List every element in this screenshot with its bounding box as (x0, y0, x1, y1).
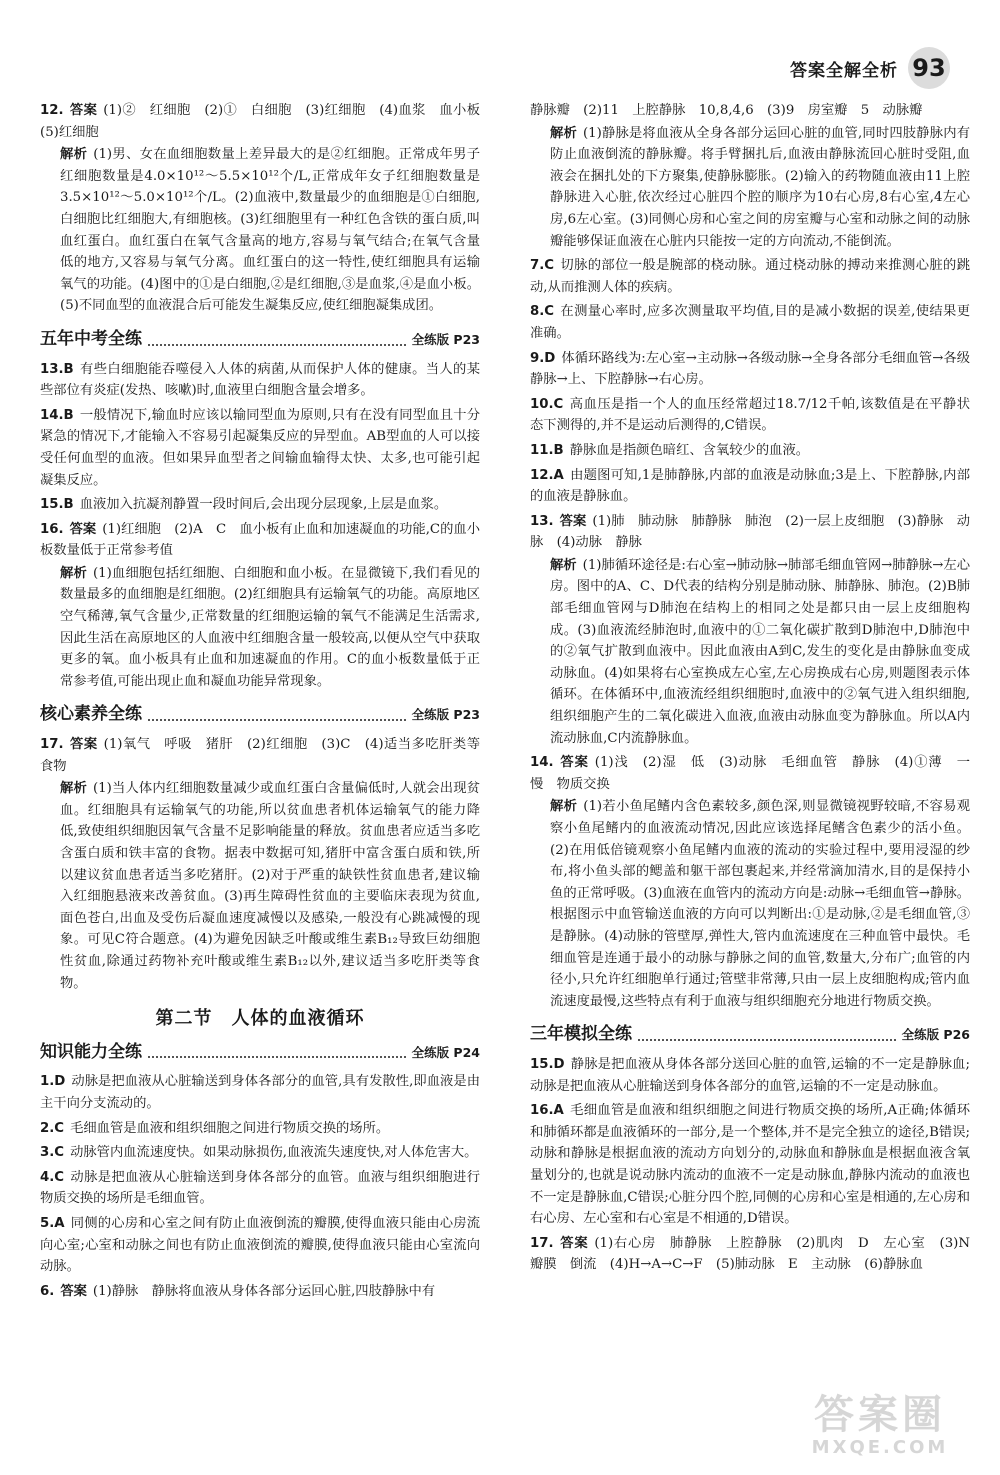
section-heading (40, 704, 480, 726)
answer-text: (1)浅 (2)湿 低 (3)动脉 毛细血管 静脉 (4)①薄 一 慢 物质交换 (530, 755, 984, 792)
answer-label: 答案 (559, 513, 587, 529)
item-number: 1.D (40, 1074, 66, 1090)
item-number: 10.C (530, 396, 564, 412)
answer-item-17 (40, 734, 480, 994)
section-title: 五年中考全练 (40, 328, 142, 349)
explanation (40, 563, 480, 693)
item-number: 15.D (530, 1056, 565, 1072)
explanation-text: (1)当人体内红细胞数量减少或血红蛋白含量偏低时,人就会出现贫血。红细胞具有运输氧气的功能,所以贫血患者机体运输氧气的能力降低,致使组织细胞因氧气含量不足影响能量的释放。贫血患者应适当多吃含蛋白质和铁丰富的食物。据表中数据可知,猪肝中富含蛋白质和铁,所以建议贫血患者适当多吃猪肝。(2)对于严重的缺铁性贫血患者,建议输入红细胞悬液来改善贫血。(3)再生障碍性贫血的主要临床表现为贫血,面色苍白,出血及受伤后凝血速度减慢以及感染,一般没有心跳减慢的现象。可见C符合题意。(4)为避免因缺乏叶酸或维生素B₁₂导致巨幼细胞性贫血,除通过药物补充叶酸或维生素B₁₂以外,建议适当多吃肝类等食物。 (60, 781, 481, 991)
answer-label: 答案 (559, 1235, 589, 1251)
section-ref: 全练版 P23 (411, 331, 480, 347)
item-text: 高血压是指一个人的血压经常超过18.7/12千帕,该数值是在平静状态下测得的,并不是运动后测得的,C错误。 (530, 396, 970, 434)
explanation-label: 解析 (60, 565, 87, 581)
explanation (530, 796, 970, 1012)
answer-item-2 (40, 1118, 480, 1140)
section-divider (638, 1039, 896, 1041)
section-title: 核心素养全练 (40, 704, 142, 725)
item-number: 6. (40, 1283, 55, 1299)
explanation (530, 123, 970, 253)
section-title: 三年模拟全练 (530, 1024, 632, 1045)
page-number: 93 (908, 47, 950, 89)
section-title: 知识能力全练 (40, 1041, 142, 1062)
item-number: 5.A (40, 1215, 65, 1231)
item-number: 11.B (530, 442, 564, 458)
answer-item-14-b (530, 752, 984, 1012)
header-title: 答案全解全析 (790, 60, 898, 81)
item-number: 17. (40, 737, 64, 753)
explanation-text: (1)静脉是将血液从全身各部分运回心脏的血管,同时四肢静脉内有防止血液倒流的静脉瓣。将手臂捆扎后,血液由静脉流回心脏时受阻,血液会在捆扎处的下方聚集,使静脉膨胀。(2)输入的药物随血液由11上腔静脉进入心脏,依次经过心脏四个腔的顺序为10右心房,8右心室,4左心房,6左心室。(3)同侧心房和心室之间的房室瓣与心室和动脉之间的动脉瓣能够保证血液在心脏内只能按一定的方向流动,不能倒流。 (550, 125, 971, 249)
answer-label: 答案 (69, 521, 97, 537)
item-text: 切脉的部位一般是腕部的桡动脉。通过桡动脉的搏动来推测心脏的跳动,从而推测人体的疾病。 (530, 258, 970, 295)
item-text: 毛细血管是血液和组织细胞之间进行物质交换的场所,A正确;体循环和肺循环都是血液循环的一部分,是一个整体,并不是完全独立的途径,B错误;动脉和静脉是根据血液的流动方向划分的,动脉血和静脉血是根据血液含氧量划分的,也就是说动脉内流动的血液不一定是动脉血,静脉内流动的血液也不一定是静脉血,C错误;心脏分四个腔,同侧的心房和心室是相通的,左心房和右心房、左心室和右心室是不相通的,D错误。 (530, 1103, 970, 1227)
item-text: 同侧的心房和心室之间有防止血液倒流的瓣膜,使得血液只能由心房流向心室;心室和动脉之间也有防止血液倒流的瓣膜,使得血液只能由心室流向动脉。 (40, 1215, 480, 1275)
section-ref: 全练版 P26 (901, 1027, 970, 1043)
item-text: 静脉是把血液从身体各部分送回心脏的血管,运输的不一定是静脉血;动脉是把血液从心脏输送到身体各部分的血管,运输的不一定是动脉血。 (530, 1056, 970, 1094)
item-number: 8.C (530, 304, 555, 320)
answer-text: (1)右心房 肺静脉 上腔静脉 (2)肌肉 D 左心室 (3)N 瓣膜 倒流 (4)H→A→C→F (5)肺动脉 E 主动脉 (6)静脉血 (530, 1235, 984, 1273)
answer-item-4 (40, 1167, 480, 1210)
answer-item-3 (40, 1142, 480, 1164)
answer-item-6-continued (530, 100, 970, 252)
item-text: 动脉是把血液从心脏输送到身体各部分的血管。血液与组织细胞进行物质交换的场所是毛细血管。 (40, 1169, 480, 1207)
answer-item-7 (530, 255, 970, 298)
item-number: 4.C (40, 1169, 65, 1185)
answer-item-1 (40, 1071, 480, 1114)
explanation (40, 144, 480, 317)
answer-text: 静脉瓣 (2)11 上腔静脉 10,8,4,6 (3)9 房室瓣 5 动脉瓣 (530, 103, 923, 118)
explanation-label: 解析 (550, 557, 577, 573)
watermark-text: 答案圈 (814, 1392, 946, 1438)
item-text: 毛细血管是血液和组织细胞之间进行物质交换的场所。 (70, 1120, 390, 1136)
item-text: 动脉管内血流速度快。如果动脉损伤,血液流失速度快,对人体危害大。 (70, 1145, 478, 1161)
item-number: 13.B (40, 361, 74, 377)
chapter-title: 第二节 人体的血液循环 (155, 1008, 365, 1030)
section-ref: 全练版 P23 (411, 707, 480, 723)
page-header (790, 48, 950, 88)
section-ref: 全练版 P24 (411, 1044, 480, 1060)
answer-text: (1)红细胞 (2)A C 血小板有止血和加速凝血的功能,C的血小板数量低于正常参考值 (40, 521, 481, 559)
explanation (530, 555, 970, 749)
watermark-url: MXQE.COM (811, 1437, 949, 1458)
answer-label: 答案 (69, 737, 98, 753)
answer-item-16-b (530, 1100, 970, 1230)
right-column (530, 100, 984, 1279)
answer-item-8 (530, 301, 970, 344)
answer-item-5 (40, 1213, 480, 1278)
explanation-label: 解析 (60, 147, 88, 163)
item-number: 12. (40, 103, 64, 118)
answer-item-14 (40, 405, 480, 491)
explanation-text: (1)若小鱼尾鳍内含色素较多,颜色深,则显微镜视野较暗,不容易观察小鱼尾鳍内的血液流动情况,因此应该选择尾鳍含色素少的活小鱼。(2)在用低倍镜观察小鱼尾鳍内血液的流动的实验过程中,要用浸湿的纱布,将小鱼头部的鳃盖和躯干部包裹起来,并经常滴加清水,目的是保持小鱼的正常呼吸。(3)血液在血管内的流动方向是:动脉→毛细血管→静脉。根据图示中血管输送血液的方向可以判断出:①是动脉,②是毛细血管,③是静脉。(4)动脉的管壁厚,弹性大,管内血流速度在三种血管中最快。毛细血管是连通于最小的动脉与静脉之间的血管,数量大,分布广;血管的内径小,只允许红细胞单行通过;管壁非常薄,只由一层上皮细胞构成;管内血流速度最慢,这些特点有利于血液与组织细胞充分地进行物质交换。 (550, 799, 970, 1009)
item-text: 在测量心率时,应多次测量取平均值,目的是减小数据的误差,使结果更准确。 (530, 304, 970, 341)
watermark-logo (780, 1393, 980, 1463)
item-number: 2.C (40, 1120, 65, 1136)
item-text: 一般情况下,输血时应该以输同型血为原则,只有在没有同型血且十分紧急的情况下,才能输入不容易引起凝集反应的异型血。AB型血的人可以接受任何血型的血液。但如果异血型者之间输血输得太快、太多,也可能引起凝集反应。 (40, 407, 480, 488)
section-heading (530, 1024, 970, 1046)
answer-item-13 (40, 359, 480, 402)
answer-item-11 (530, 440, 970, 462)
answer-item-15 (40, 494, 480, 516)
item-number: 16.A (530, 1103, 564, 1119)
explanation-text: (1)肺循环途径是:右心室→肺动脉→肺部毛细血管网→肺静脉→左心房。图中的A、C、D代表的结构分别是肺动脉、肺静脉、肺泡。(2)B肺部毛细血管网与D肺泡在结构上的相同之处是都只由一层上皮细胞构成。(3)血液流经肺泡时,血液中的①二氧化碳扩散到D肺泡中,D肺泡中的②氧气扩散到血液中。因此血液由A到C,发生的变化是由静脉血变成动脉血。(4)如果将右心室换成左心室,左心房换成右心房,则题图表示体循环。在体循环中,血液流经组织细胞时,血液中的②氧气进入组织细胞,组织细胞产生的二氧化碳进入血液,血液由动脉血变为静脉血。所以A内流动脉血,C内流静脉血。 (550, 557, 970, 746)
answer-item-16 (40, 519, 480, 693)
answer-text: (1)静脉 静脉将血液从身体各部分运回心脏,四肢静脉中有 (92, 1283, 436, 1299)
item-number: 3.C (40, 1145, 65, 1161)
left-column (40, 100, 494, 1305)
item-number: 12.A (530, 467, 564, 483)
item-text: 动脉是把血液从心脏输送到身体各部分的血管,具有发散性,即血液是由主干向分支流动的。 (40, 1074, 480, 1111)
item-number: 7.C (530, 258, 555, 274)
section-divider (148, 719, 406, 721)
explanation-label: 解析 (60, 781, 87, 797)
explanation-label: 解析 (550, 799, 578, 815)
item-number: 9.D (530, 350, 556, 366)
item-text: 由题图可知,1是肺静脉,内部的血液是动脉血;3是上、下腔静脉,内部的血液是静脉血。 (530, 467, 970, 505)
item-number: 16. (40, 521, 64, 537)
item-text: 静脉血是指颜色暗红、含氧较少的血液。 (569, 442, 810, 458)
item-number: 17. (530, 1235, 554, 1251)
item-number: 14.B (40, 407, 74, 423)
answer-item-9 (530, 348, 970, 391)
answer-text: (1)氧气 呼吸 猪肝 (2)红细胞 (3)C (4)适当多吃肝类等食物 (40, 737, 481, 774)
answer-label: 答案 (69, 103, 98, 118)
item-number: 14. (530, 755, 554, 771)
item-text: 有些白细胞能吞噬侵入人体的病菌,从而保护人体的健康。当人的某些部位有炎症(发热、咳嗽)时,血液里白细胞含量会增多。 (40, 361, 480, 399)
answer-text: (1)② 红细胞 (2)① 白细胞 (3)红细胞 (4)血浆 血小板 (5)红细胞 (40, 103, 494, 140)
explanation-text: (1)男、女在血细胞数量上差异最大的是②红细胞。正常成年男子红细胞数量是4.0×10¹²～5.5×10¹²个/L,正常成年女子红细胞数量是3.5×10¹²～5.0×10¹²个/L。(2)血液中,数量最少的血细胞是①白细胞,白细胞比红细胞大,有细胞核。(3)红细胞里有一种红色含铁的蛋白质,叫血红蛋白。血红蛋白在氧气含量高的地方,容易与氧气结合;在氧气含量低的地方,又容易与氧气分离。血红蛋白的这一特性,使红细胞具有运输氧气的功能。(4)图中的①是白细胞,②是红细胞,③是血浆,④是血小板。(5)不同血型的血液混合后可能发生凝集反应,使红细胞凝集成团。 (60, 147, 481, 314)
item-text: 体循环路线为:左心室→主动脉→各级动脉→全身各部分毛细血管→各级静脉→上、下腔静脉→右心房。 (530, 350, 970, 388)
answer-item-12-b (530, 465, 970, 508)
answer-text: (1)肺 肺动脉 肺静脉 肺泡 (2)一层上皮细胞 (3)静脉 动脉 (4)动脉 静脉 (530, 513, 970, 551)
answer-label: 答案 (60, 1283, 87, 1299)
section-heading (40, 1042, 480, 1064)
answer-item-17-b (530, 1233, 984, 1276)
answer-item-15-b (530, 1054, 970, 1097)
section-heading (40, 329, 480, 351)
item-number: 15.B (40, 497, 74, 513)
explanation-text: (1)血细胞包括红细胞、白细胞和血小板。在显微镜下,我们看见的数量最多的血细胞是红细胞。(2)红细胞具有运输氧气的功能。高原地区空气稀薄,氧气含量少,正常数量的红细胞运输的氧气不能满足生活需求,因此生活在高原地区的人血液中红细胞含量一般较高,以便从空气中获取更多的氧。血小板具有止血和加速凝血的作用。C的血小板数量低于正常参考值,可能出现止血和凝血功能异常现象。 (60, 565, 481, 689)
section-divider (148, 1056, 406, 1058)
answer-item-6 (40, 1281, 480, 1303)
answer-item-10 (530, 394, 970, 437)
answer-item-13-b (530, 511, 970, 750)
answer-label: 答案 (559, 755, 589, 771)
item-text: 血液加入抗凝剂静置一段时间后,会出现分层现象,上层是血浆。 (79, 497, 448, 513)
answer-item-12 (40, 100, 494, 317)
item-number: 13. (530, 513, 554, 529)
explanation-label: 解析 (550, 125, 577, 141)
section-divider (148, 344, 406, 346)
explanation (40, 778, 480, 994)
